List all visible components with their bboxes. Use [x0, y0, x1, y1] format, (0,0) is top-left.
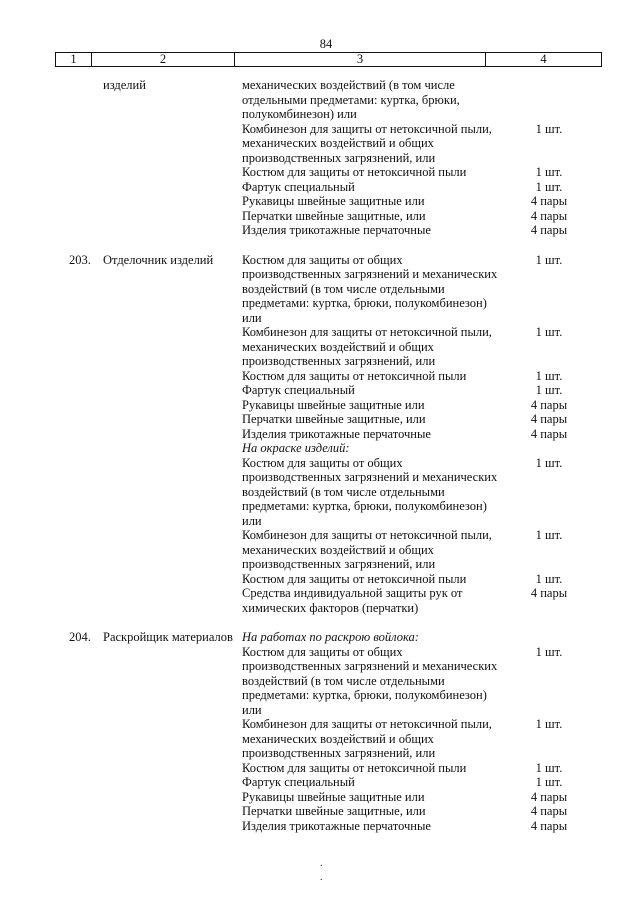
profession-name: изделий	[103, 78, 146, 92]
ppe-item-text: Комбинезон для защиты от нетоксичной пыли, механических воздействий и общих производственных загрязнений, или	[242, 717, 492, 760]
ppe-item-quantity: 1 шт.	[535, 717, 563, 731]
ppe-item-quantity: 4 пары	[530, 208, 568, 223]
column-header-3: 3	[235, 53, 486, 66]
ppe-item	[242, 455, 563, 529]
ppe-item-quantity: 1 шт.	[535, 383, 563, 397]
ppe-item	[242, 179, 563, 195]
ppe-item-text: Костюм для защиты от нетоксичной пыли	[242, 760, 467, 775]
work-condition-heading	[242, 630, 502, 645]
ppe-item-text: механических воздействий (в том числе отдельными предметами: куртка, брюки, полукомбинезон) или	[242, 78, 460, 121]
ppe-item-quantity: 4 пары	[530, 804, 568, 818]
ppe-item	[242, 789, 568, 805]
ppe-item-quantity: 1 шт.	[535, 528, 563, 542]
ppe-item	[242, 571, 563, 587]
ppe-item-text: Рукавицы швейные защитные или	[242, 789, 425, 804]
column-header-4: 4	[540, 52, 547, 66]
entry-number: 203.	[69, 252, 91, 267]
ppe-item	[242, 528, 563, 572]
profession-entry	[0, 78, 640, 238]
profession-entry	[0, 630, 640, 833]
ppe-item-quantity: 1 шт.	[535, 179, 563, 194]
ppe-item	[242, 586, 568, 615]
profession-name: Раскройщик материалов	[103, 630, 233, 644]
ppe-item-quantity: 1 шт.	[535, 368, 563, 383]
ppe-item-text: Средства индивидуальной защиты рук от химических факторов (перчатки)	[242, 586, 463, 615]
profession-entry	[0, 253, 640, 616]
ppe-item-text: Перчатки швейные защитные, или	[242, 208, 426, 223]
ppe-item	[242, 775, 563, 790]
ppe-item-text: Костюм для защиты от общих производственных загрязнений и механических воздействий (в том числе отдельными предметами: куртка, брюки, полукомбинезон) или	[242, 252, 498, 325]
ppe-item-text: Костюм для защиты от нетоксичной пыли	[242, 165, 467, 179]
ppe-item-quantity: 1 шт.	[535, 165, 563, 179]
ppe-item-text: Костюм для защиты от нетоксичной пыли	[242, 368, 467, 383]
ppe-item-text: Рукавицы швейные защитные или	[242, 194, 425, 208]
ppe-item-quantity: 4 пары	[530, 818, 568, 833]
ppe-item-text: На окраске изделий:	[242, 441, 350, 455]
ppe-item-text: Комбинезон для защиты от нетоксичной пыли, механических воздействий и общих производственных загрязнений, или	[242, 325, 492, 368]
ppe-item-quantity: 1 шт.	[535, 775, 563, 789]
ppe-item	[242, 121, 563, 166]
ppe-item-quantity: 4 пары	[530, 223, 568, 237]
profession-name: Отделочник изделий	[103, 252, 214, 267]
ppe-item	[242, 165, 563, 180]
entry-spacer	[0, 238, 640, 253]
ppe-item-text: Изделия трикотажные перчаточные	[242, 818, 431, 833]
ppe-item	[242, 252, 563, 326]
ppe-item-text: Рукавицы швейные защитные или	[242, 397, 425, 412]
work-condition-heading	[242, 441, 502, 456]
ppe-item	[242, 397, 568, 413]
ppe-item	[242, 818, 568, 834]
ppe-item-text: Изделия трикотажные перчаточные	[242, 426, 431, 441]
ppe-item-text: Фартук специальный	[242, 179, 355, 194]
ppe-item-quantity: 4 пары	[530, 586, 568, 600]
ppe-item-text: Перчатки швейные защитные, или	[242, 412, 426, 426]
ppe-item-quantity: 4 пары	[530, 397, 568, 412]
ppe-item-text: Изделия трикотажные перчаточные	[242, 223, 431, 237]
entry-spacer	[0, 615, 640, 630]
ppe-item	[242, 194, 568, 209]
ppe-item	[242, 325, 563, 369]
ppe-item-quantity: 1 шт.	[535, 571, 563, 586]
ppe-item-quantity: 4 пары	[530, 412, 568, 426]
ppe-item-quantity: 4 пары	[530, 426, 568, 441]
ppe-item	[242, 717, 563, 761]
ppe-item	[242, 644, 563, 718]
ppe-list	[0, 78, 640, 833]
ppe-item-quantity: 1 шт.	[535, 252, 563, 267]
ppe-item-text: Костюм для защиты от общих производственных загрязнений и механических воздействий (в том числе отдельными предметами: куртка, брюки, полукомбинезон) или	[242, 455, 498, 528]
ppe-item-quantity: 1 шт.	[535, 760, 563, 775]
ppe-item-text: Комбинезон для защиты от нетоксичной пыли, механических воздействий и общих производственных загрязнений, или	[242, 121, 492, 165]
ppe-item-quantity: 4 пары	[530, 789, 568, 804]
ppe-item	[242, 804, 568, 819]
ppe-item-text: Перчатки швейные защитные, или	[242, 804, 426, 818]
ppe-item	[242, 208, 568, 224]
ppe-item-text: Костюм для защиты от общих производственных загрязнений и механических воздействий (в том числе отдельными предметами: куртка, брюки, полукомбинезон) или	[242, 644, 498, 717]
entry-number: 204.	[69, 630, 91, 644]
ppe-item	[242, 426, 568, 442]
ppe-item-quantity: 1 шт.	[535, 121, 563, 136]
ppe-item-quantity: 1 шт.	[535, 644, 563, 659]
ppe-item-text: Фартук специальный	[242, 775, 355, 789]
ppe-item-quantity: 1 шт.	[535, 455, 563, 470]
page-marks: . .	[320, 858, 323, 883]
ppe-item-text: Фартук специальный	[242, 383, 355, 397]
page-number: 84	[319, 37, 333, 51]
ppe-item-text: На работах по раскрою войлока:	[242, 630, 419, 644]
ppe-item	[242, 368, 563, 384]
ppe-item	[242, 412, 568, 427]
ppe-item	[242, 223, 568, 238]
column-header-row	[55, 52, 602, 67]
ppe-item-text: Костюм для защиты от нетоксичной пыли	[242, 571, 467, 586]
ppe-item-quantity: 4 пары	[530, 194, 568, 208]
column-header-2: 2	[92, 53, 235, 66]
ppe-item-quantity: 1 шт.	[535, 325, 563, 339]
column-header-1: 1	[56, 53, 92, 66]
ppe-item	[242, 760, 563, 776]
ppe-item	[242, 383, 563, 398]
ppe-item	[242, 78, 502, 122]
ppe-item-text: Комбинезон для защиты от нетоксичной пыли, механических воздействий и общих производственных загрязнений, или	[242, 528, 492, 571]
